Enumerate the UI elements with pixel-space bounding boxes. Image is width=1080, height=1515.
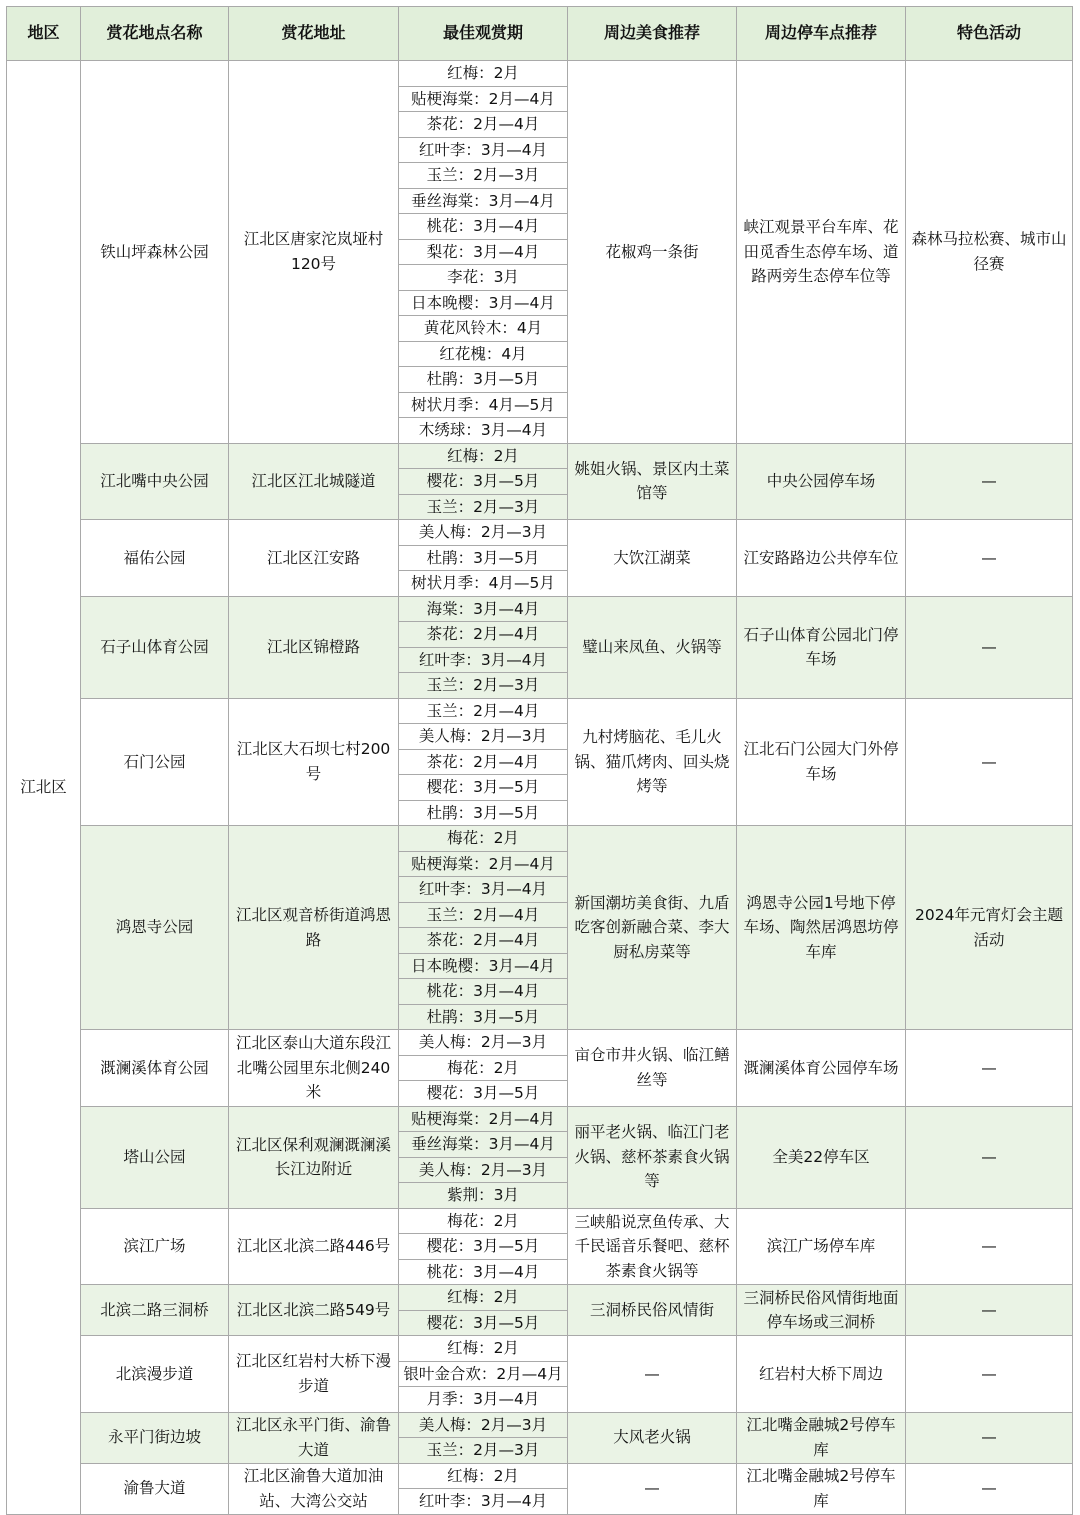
- location-name-cell: 溉澜溪体育公园: [81, 1030, 229, 1107]
- flower-period-cell: 玉兰：2月—4月: [399, 698, 568, 724]
- food-cell: —: [568, 1336, 737, 1413]
- table-row: [7, 826, 1073, 852]
- flower-period-cell: 红梅：2月: [399, 1336, 568, 1362]
- location-name-cell: 永平门街边坡: [81, 1412, 229, 1463]
- address-cell: 江北区唐家沱岚垭村120号: [229, 61, 399, 444]
- flower-period-cell: 桃花：3月—4月: [399, 1259, 568, 1285]
- flower-period-cell: 梨花：3月—4月: [399, 239, 568, 265]
- flower-period-cell: 日本晚樱：3月—4月: [399, 290, 568, 316]
- address-cell: 江北区大石坝七村200号: [229, 698, 399, 826]
- food-cell: 三峡船说烹鱼传承、大千民谣音乐餐吧、慈杯茶素食火锅等: [568, 1208, 737, 1285]
- table-row: [7, 1336, 1073, 1362]
- parking-cell: 滨江广场停车库: [737, 1208, 906, 1285]
- parking-cell: 三洞桥民俗风情街地面停车场或三洞桥: [737, 1285, 906, 1336]
- table-row: [7, 698, 1073, 724]
- table-row: [7, 443, 1073, 469]
- activity-cell: 2024年元宵灯会主题活动: [906, 826, 1073, 1030]
- flower-period-cell: 垂丝海棠：3月—4月: [399, 1132, 568, 1158]
- flower-period-cell: 玉兰：2月—3月: [399, 1438, 568, 1464]
- header-activity: 特色活动: [906, 7, 1073, 61]
- flower-period-cell: 树状月季：4月—5月: [399, 392, 568, 418]
- food-cell: 花椒鸡一条街: [568, 61, 737, 444]
- header-row: [7, 7, 1073, 61]
- parking-cell: 江北嘴金融城2号停车库: [737, 1463, 906, 1514]
- flower-period-cell: 红叶李：3月—4月: [399, 647, 568, 673]
- flower-period-cell: 美人梅：2月—3月: [399, 520, 568, 546]
- food-cell: 新国潮坊美食街、九盾吃客创新融合菜、李大厨私房菜等: [568, 826, 737, 1030]
- parking-cell: 峡江观景平台车库、花田觅香生态停车场、道路两旁生态停车位等: [737, 61, 906, 444]
- flower-period-cell: 樱花：3月—5月: [399, 1234, 568, 1260]
- location-name-cell: 江北嘴中央公园: [81, 443, 229, 520]
- activity-cell: —: [906, 1030, 1073, 1107]
- flower-period-cell: 紫荆：3月: [399, 1183, 568, 1209]
- header-location-name: 赏花地点名称: [81, 7, 229, 61]
- flower-period-cell: 垂丝海棠：3月—4月: [399, 188, 568, 214]
- flower-period-cell: 黄花风铃木：4月: [399, 316, 568, 342]
- flower-period-cell: 红花槐：4月: [399, 341, 568, 367]
- food-cell: 三洞桥民俗风情街: [568, 1285, 737, 1336]
- flower-viewing-table: [6, 6, 1073, 1515]
- flower-period-cell: 樱花：3月—5月: [399, 469, 568, 495]
- address-cell: 江北区北滨二路549号: [229, 1285, 399, 1336]
- flower-period-cell: 贴梗海棠：2月—4月: [399, 851, 568, 877]
- location-name-cell: 北滨二路三洞桥: [81, 1285, 229, 1336]
- address-cell: 江北区锦橙路: [229, 596, 399, 698]
- parking-cell: 江北嘴金融城2号停车库: [737, 1412, 906, 1463]
- address-cell: 江北区红岩村大桥下漫步道: [229, 1336, 399, 1413]
- flower-period-cell: 茶花：2月—4月: [399, 622, 568, 648]
- activity-cell: —: [906, 443, 1073, 520]
- flower-period-cell: 杜鹃：3月—5月: [399, 1004, 568, 1030]
- parking-cell: 溉澜溪体育公园停车场: [737, 1030, 906, 1107]
- flower-period-cell: 樱花：3月—5月: [399, 1310, 568, 1336]
- flower-period-cell: 茶花：2月—4月: [399, 112, 568, 138]
- activity-cell: —: [906, 1463, 1073, 1514]
- table-row: [7, 1463, 1073, 1489]
- address-cell: 江北区北滨二路446号: [229, 1208, 399, 1285]
- header-district: 地区: [7, 7, 81, 61]
- activity-cell: —: [906, 1106, 1073, 1208]
- flower-period-cell: 梅花：2月: [399, 1208, 568, 1234]
- food-cell: 九村烤脑花、毛儿火锅、猫爪烤肉、回头烧烤等: [568, 698, 737, 826]
- activity-cell: —: [906, 596, 1073, 698]
- flower-period-cell: 海棠：3月—4月: [399, 596, 568, 622]
- address-cell: 江北区观音桥街道鸿恩路: [229, 826, 399, 1030]
- header-best-period: 最佳观赏期: [399, 7, 568, 61]
- flower-period-cell: 红梅：2月: [399, 1463, 568, 1489]
- table-row: [7, 520, 1073, 546]
- flower-period-cell: 李花：3月: [399, 265, 568, 291]
- flower-period-cell: 玉兰：2月—3月: [399, 494, 568, 520]
- parking-cell: 鸿恩寺公园1号地下停车场、陶然居鸿恩坊停车库: [737, 826, 906, 1030]
- flower-period-cell: 桃花：3月—4月: [399, 979, 568, 1005]
- flower-period-cell: 玉兰：2月—3月: [399, 673, 568, 699]
- activity-cell: —: [906, 1336, 1073, 1413]
- flower-period-cell: 贴梗海棠：2月—4月: [399, 1106, 568, 1132]
- table-body: [7, 61, 1073, 1515]
- flower-period-cell: 梅花：2月: [399, 1055, 568, 1081]
- activity-cell: —: [906, 1208, 1073, 1285]
- activity-cell: —: [906, 698, 1073, 826]
- activity-cell: 森林马拉松赛、城市山径赛: [906, 61, 1073, 444]
- location-name-cell: 福佑公园: [81, 520, 229, 597]
- location-name-cell: 滨江广场: [81, 1208, 229, 1285]
- flower-period-cell: 红叶李：3月—4月: [399, 137, 568, 163]
- flower-period-cell: 树状月季：4月—5月: [399, 571, 568, 597]
- activity-cell: —: [906, 520, 1073, 597]
- address-cell: 江北区江安路: [229, 520, 399, 597]
- location-name-cell: 石门公园: [81, 698, 229, 826]
- food-cell: 姚姐火锅、景区内土菜馆等: [568, 443, 737, 520]
- table-row: [7, 1285, 1073, 1311]
- table-row: [7, 1412, 1073, 1438]
- flower-period-cell: 美人梅：2月—3月: [399, 1030, 568, 1056]
- food-cell: 亩仓市井火锅、临江鳝丝等: [568, 1030, 737, 1107]
- flower-period-cell: 美人梅：2月—3月: [399, 1412, 568, 1438]
- flower-period-cell: 玉兰：2月—3月: [399, 163, 568, 189]
- flower-period-cell: 茶花：2月—4月: [399, 928, 568, 954]
- table-row: [7, 1208, 1073, 1234]
- parking-cell: 江安路路边公共停车位: [737, 520, 906, 597]
- district-cell: 江北区: [7, 61, 81, 1515]
- header-parking: 周边停车点推荐: [737, 7, 906, 61]
- flower-period-cell: 木绣球：3月—4月: [399, 418, 568, 444]
- activity-cell: —: [906, 1285, 1073, 1336]
- address-cell: 江北区江北城隧道: [229, 443, 399, 520]
- flower-period-cell: 红梅：2月: [399, 61, 568, 87]
- parking-cell: 红岩村大桥下周边: [737, 1336, 906, 1413]
- flower-period-cell: 银叶金合欢：2月—4月: [399, 1361, 568, 1387]
- food-cell: 大风老火锅: [568, 1412, 737, 1463]
- table-row: [7, 1030, 1073, 1056]
- flower-period-cell: 梅花：2月: [399, 826, 568, 852]
- flower-period-cell: 月季：3月—4月: [399, 1387, 568, 1413]
- flower-period-cell: 樱花：3月—5月: [399, 775, 568, 801]
- table-row: [7, 1106, 1073, 1132]
- food-cell: 丽平老火锅、临江门老火锅、慈杯茶素食火锅等: [568, 1106, 737, 1208]
- food-cell: —: [568, 1463, 737, 1514]
- flower-period-cell: 玉兰：2月—4月: [399, 902, 568, 928]
- flower-period-cell: 美人梅：2月—3月: [399, 1157, 568, 1183]
- parking-cell: 石子山体育公园北门停车场: [737, 596, 906, 698]
- location-name-cell: 北滨漫步道: [81, 1336, 229, 1413]
- address-cell: 江北区保利观澜溉澜溪长江边附近: [229, 1106, 399, 1208]
- header-food: 周边美食推荐: [568, 7, 737, 61]
- food-cell: 大饮江湖菜: [568, 520, 737, 597]
- flower-period-cell: 红叶李：3月—4月: [399, 877, 568, 903]
- address-cell: 江北区泰山大道东段江北嘴公园里东北侧240米: [229, 1030, 399, 1107]
- flower-period-cell: 美人梅：2月—3月: [399, 724, 568, 750]
- flower-period-cell: 杜鹃：3月—5月: [399, 367, 568, 393]
- food-cell: 璧山来凤鱼、火锅等: [568, 596, 737, 698]
- location-name-cell: 鸿恩寺公园: [81, 826, 229, 1030]
- parking-cell: 江北石门公园大门外停车场: [737, 698, 906, 826]
- flower-period-cell: 日本晚樱：3月—4月: [399, 953, 568, 979]
- flower-period-cell: 樱花：3月—5月: [399, 1081, 568, 1107]
- location-name-cell: 渝鲁大道: [81, 1463, 229, 1514]
- parking-cell: 全美22停车区: [737, 1106, 906, 1208]
- address-cell: 江北区渝鲁大道加油站、大湾公交站: [229, 1463, 399, 1514]
- table-row: [7, 61, 1073, 87]
- flower-period-cell: 杜鹃：3月—5月: [399, 800, 568, 826]
- header-address: 赏花地址: [229, 7, 399, 61]
- flower-period-cell: 红梅：2月: [399, 443, 568, 469]
- flower-period-cell: 桃花：3月—4月: [399, 214, 568, 240]
- flower-period-cell: 红叶李：3月—4月: [399, 1489, 568, 1515]
- flower-period-cell: 茶花：2月—4月: [399, 749, 568, 775]
- parking-cell: 中央公园停车场: [737, 443, 906, 520]
- location-name-cell: 石子山体育公园: [81, 596, 229, 698]
- flower-period-cell: 红梅：2月: [399, 1285, 568, 1311]
- location-name-cell: 塔山公园: [81, 1106, 229, 1208]
- location-name-cell: 铁山坪森林公园: [81, 61, 229, 444]
- address-cell: 江北区永平门街、渝鲁大道: [229, 1412, 399, 1463]
- table-row: [7, 596, 1073, 622]
- flower-period-cell: 贴梗海棠：2月—4月: [399, 86, 568, 112]
- flower-period-cell: 杜鹃：3月—5月: [399, 545, 568, 571]
- activity-cell: —: [906, 1412, 1073, 1463]
